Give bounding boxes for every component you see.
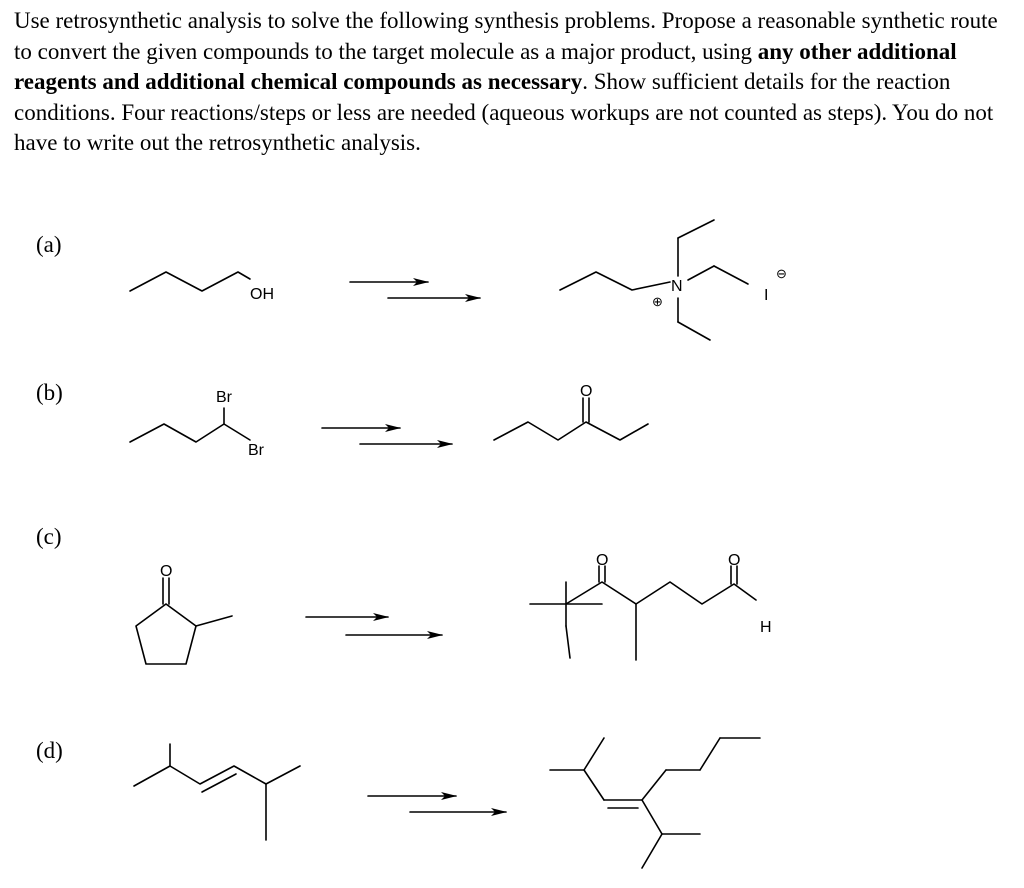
problem-b-starting-material <box>130 408 250 442</box>
c-start-o-label: O <box>160 563 173 580</box>
instructions-bold: any other additional reagents and additional chemical compounds as necessary <box>14 38 957 94</box>
label-d: (d) <box>36 738 63 763</box>
b-br1-label: Br <box>216 389 232 406</box>
label-c: (c) <box>36 524 62 549</box>
label-a: (a) <box>36 232 62 257</box>
problem-c-product <box>530 566 756 660</box>
problem-d-arrows <box>368 796 506 812</box>
problem-b-product <box>494 398 648 440</box>
problem-b-arrows <box>322 428 452 444</box>
a-n-label: N <box>671 278 683 295</box>
instructions-part2: . Show sufficient details for the reaction conditions. Four reactions/steps or less are needed (aqueous workups are not counted as steps). You do not have to write out the retrosynthetic analysis. <box>14 69 994 155</box>
b-br2-label: Br <box>248 442 264 459</box>
c-product-h-label: H <box>760 619 772 636</box>
problem-c-starting-material <box>136 578 232 664</box>
problem-a-arrows <box>350 282 480 298</box>
problem-c-arrows <box>306 617 442 635</box>
label-b: (b) <box>36 380 63 405</box>
a-iodide-negative-charge: ⊖ <box>776 266 787 281</box>
a-iodide-label: I <box>764 287 769 304</box>
c-product-o2-label: O <box>728 552 741 569</box>
b-o-label: O <box>580 383 593 400</box>
problem-a-starting-material <box>130 272 250 291</box>
problem-a-product <box>560 220 748 340</box>
problem-d-product <box>550 738 760 868</box>
a-oh-label: OH <box>250 286 274 303</box>
c-product-o1-label: O <box>596 552 609 569</box>
problem-d-starting-material <box>134 744 300 840</box>
instructions-part1: Use retrosynthetic analysis to solve the following synthesis problems. Propose a reasonable synthetic route to convert the given compounds to the target molecule as a major product, using <box>14 8 998 64</box>
a-n-positive-charge: ⊕ <box>652 294 663 309</box>
